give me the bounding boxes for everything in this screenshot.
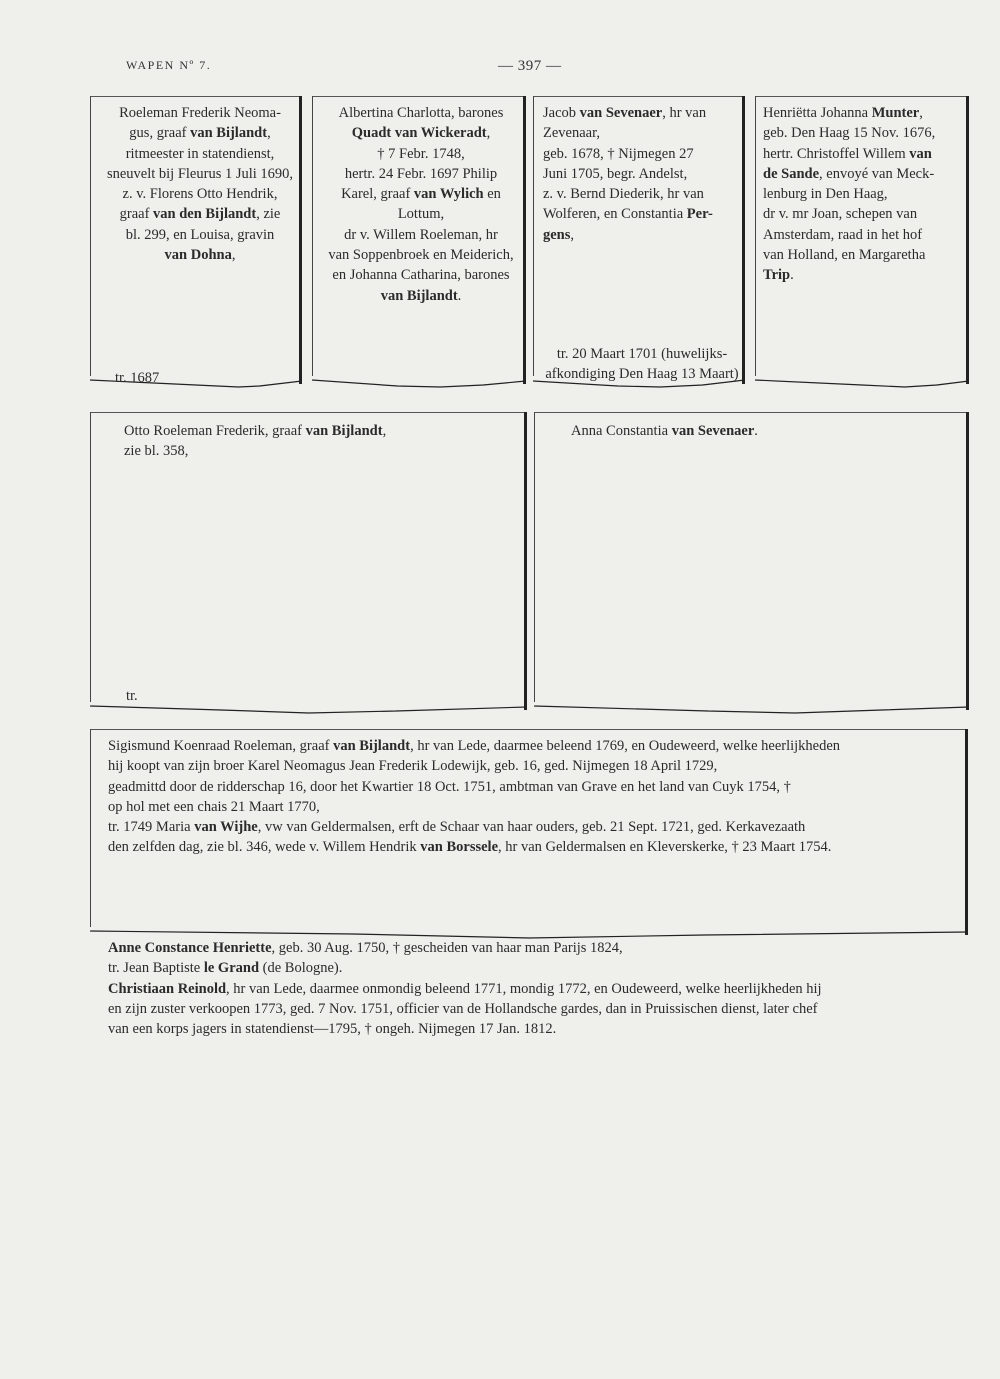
text-line: Henriëtta Johanna Munter,: [763, 105, 923, 121]
coat-of-arms-number: WAPEN Nº 7.: [126, 58, 212, 72]
text-line: tr. 1749 Maria van Wijhe, vw van Geldermalsen, erft de Schaar van haar ouders, geb. 21 Sept. 1721, ged. Kerkavezaath: [108, 819, 806, 836]
text-line: tr. Jean Baptiste le Grand (de Bologne).: [108, 960, 343, 977]
parent-text-2: [571, 421, 961, 441]
surname: van Dohna: [164, 247, 232, 264]
text-line: den zelfden dag, zie bl. 346, wede v. Willem Hendrik van Borssele, hr van Geldermalsen en Kleverskerke, † 23 Maart 1754.: [108, 839, 832, 856]
surname: gens: [543, 226, 571, 243]
parent-text-1: [124, 421, 524, 462]
text-line: lenburg in Den Haag,: [763, 186, 888, 203]
text-line: gens,: [543, 226, 575, 243]
text-line: † 7 Febr. 1748,: [377, 145, 465, 162]
surname: Per-: [686, 206, 713, 223]
text-line: gus, graaf van Bijlandt,: [129, 125, 271, 142]
subject-text: [108, 736, 956, 858]
text-line: geb. Den Haag 15 Nov. 1676,: [763, 125, 936, 142]
text-line: Trip.: [763, 267, 794, 284]
surname: van Bijlandt: [380, 287, 458, 304]
surname: Munter: [871, 105, 920, 121]
surname: van Borssele: [420, 839, 499, 856]
surname: Trip: [763, 267, 791, 284]
text-line: hertr. 24 Febr. 1697 Philip: [344, 165, 498, 182]
marriage-note-parent: tr.: [126, 688, 138, 704]
surname: van Sevenaer: [579, 105, 663, 121]
text-line: bl. 299, en Louisa, gravin: [125, 226, 275, 243]
surname: van Bijlandt: [190, 125, 268, 142]
text-line: dr v. mr Joan, schepen van: [763, 206, 918, 223]
text-line: geadmittd door de ridderschap 16, door het Kwartier 18 Oct. 1751, ambtman van Grave en het land van Cuyk 1754, †: [108, 778, 791, 795]
text-line: en Johanna Catharina, barones: [332, 267, 510, 284]
surname: van Wijhe: [194, 819, 258, 836]
text-line: Quadt van Wickeradt,: [351, 125, 491, 142]
text-line: van een korps jagers in statendienst—1795, † ongeh. Nijmegen 17 Jan. 1812.: [108, 1021, 557, 1038]
text-line: Wolferen, en Constantia Per-: [543, 206, 713, 223]
text-line: Albertina Charlotta, barones: [338, 105, 504, 121]
page-number: — 397 —: [498, 58, 562, 74]
ancestor-text-2: [320, 103, 522, 306]
surname: van Sevenaer: [671, 423, 755, 439]
text-line: op hol met een chais 21 Maart 1770,: [108, 798, 320, 815]
surname: le Grand: [203, 960, 260, 977]
surname: van den Bijlandt: [153, 206, 257, 223]
text-line: Karel, graaf van Wylich en: [341, 186, 501, 203]
text-line: zie bl. 358,: [124, 443, 189, 460]
text-line: van Holland, en Margaretha: [763, 247, 926, 264]
surname: van: [909, 145, 932, 162]
text-line: hij koopt van zijn broer Karel Neomagus Jean Frederik Lodewijk, geb. 16, ged. Nijmegen 18 April 1729,: [108, 758, 718, 775]
marriage-note-3: tr. 20 Maart 1701 (huwelijks- afkondiging Den Haag 13 Maart): [545, 346, 739, 382]
ancestor-text-3: [543, 103, 743, 245]
text-line: z. v. Bernd Diederik, hr van: [543, 186, 704, 203]
text-line: Juni 1705, begr. Andelst,: [543, 165, 688, 182]
surname: Christiaan Reinold: [108, 980, 227, 997]
surname: van Wylich: [413, 186, 484, 203]
text-line: ritmeester in statendienst,: [125, 145, 275, 162]
ancestor-text-4: [763, 103, 966, 286]
surname: van Bijlandt: [333, 738, 411, 754]
text-line: graaf van den Bijlandt, zie: [119, 206, 281, 223]
text-line: Sigismund Koenraad Roeleman, graaf van Bijlandt, hr van Lede, daarmee beleend 1769, en Oudeweerd, welke heerlijkheden: [108, 738, 841, 754]
text-line: van Dohna,: [164, 247, 236, 264]
text-line: Otto Roeleman Frederik, graaf van Bijlandt,: [124, 423, 387, 439]
text-line: Christiaan Reinold, hr van Lede, daarmee onmondig beleend 1771, mondig 1772, en Oudeweerd, welke heerlijkheden hij: [108, 980, 822, 997]
text-line: geb. 1678, † Nijmegen 27: [543, 145, 694, 162]
text-line: dr v. Willem Roeleman, hr: [344, 226, 498, 243]
ancestor-text-1: [100, 103, 300, 265]
text-line: Amsterdam, raad in het hof: [763, 226, 923, 243]
marriage-note-1: tr. 1687: [115, 370, 160, 386]
text-line: van Soppenbroek en Meiderich,: [328, 247, 514, 264]
surname: Quadt van Wickeradt: [351, 125, 487, 142]
text-line: en zijn zuster verkoopen 1773, ged. 7 Nov. 1751, officier van de Hollandsche gardes, dan in Pruissischen dienst, later chef: [108, 1000, 818, 1017]
children-text: [108, 938, 953, 1039]
text-line: z. v. Florens Otto Hendrik,: [122, 186, 278, 203]
text-line: Lottum,: [397, 206, 445, 223]
text-line: Zevenaar,: [543, 125, 600, 142]
surname: Anne Constance Henriette: [108, 940, 272, 956]
surname: van Bijlandt: [305, 423, 383, 439]
text-line: Anne Constance Henriette, geb. 30 Aug. 1750, † gescheiden van haar man Parijs 1824,: [108, 940, 623, 956]
text-line: de Sande, envoyé van Meck-: [763, 165, 935, 182]
text-line: Anna Constantia van Sevenaer.: [571, 423, 758, 439]
text-line: Jacob van Sevenaer, hr van: [543, 105, 707, 121]
text-line: Roeleman Frederik Neoma-: [119, 105, 281, 121]
text-line: sneuvelt bij Fleurus 1 Juli 1690,: [106, 165, 294, 182]
text-line: hertr. Christoffel Willem van: [763, 145, 932, 162]
parent-box-2: [534, 412, 969, 714]
surname: de Sande: [763, 165, 820, 182]
text-line: van Bijlandt.: [380, 287, 462, 304]
